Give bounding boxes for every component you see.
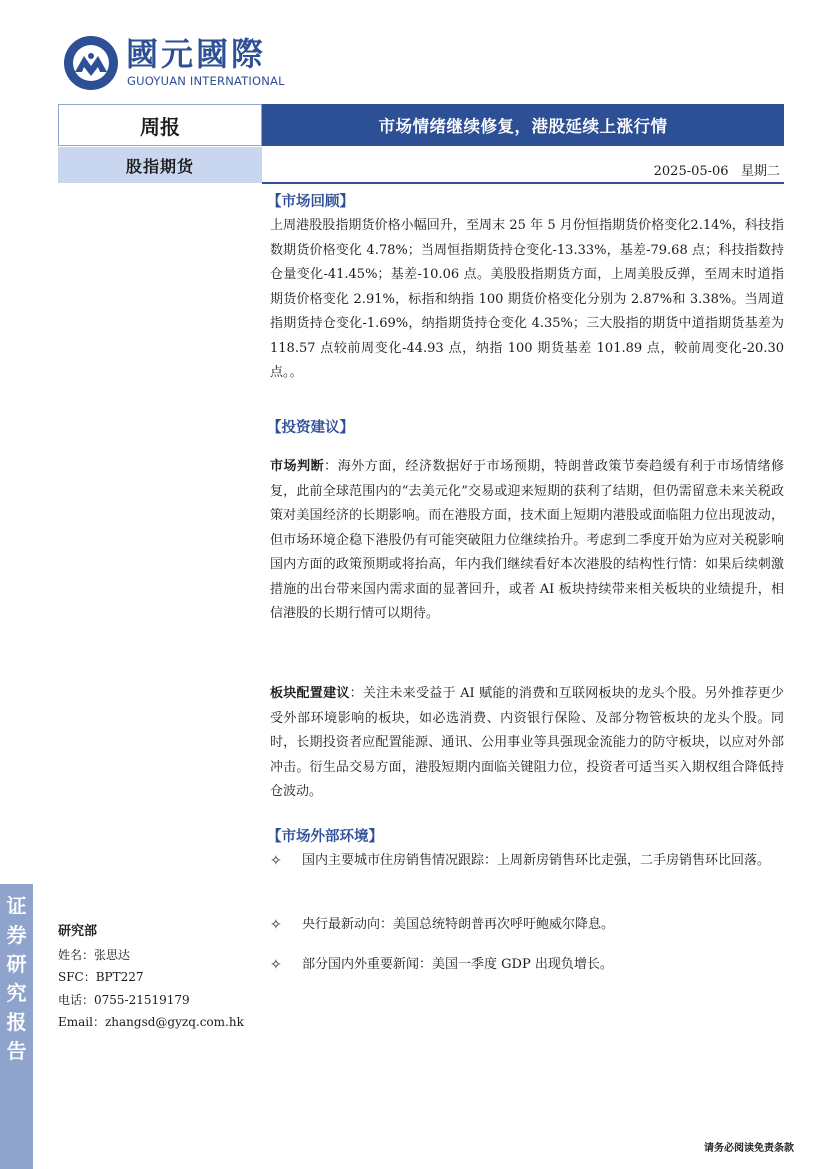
diamond-bullet-icon: ✧ (270, 917, 282, 933)
analyst-info (58, 921, 258, 1034)
weekday-value: 星期二 (740, 164, 780, 179)
market-judgement-paragraph (270, 455, 784, 627)
diamond-bullet-icon: ✧ (270, 853, 282, 869)
sector-allocation-text: ：关注未来受益于 AI 赋能的消费和互联网板块的龙头个股。另外推荐更少受外部环境影响的板块，如必选消费、内资银行保险、及部分物管板块的龙头个股。同时，长期投资者应配置能源、通讯、公用事业等具强现金流能力的防守板块，以应对外部冲击。衍生品交易方面，港股短期内面临关键阻力位，投资者可适当买入期权组合降低持仓波动。 (270, 686, 784, 799)
section-heading-investment-advice: 【投资建议】 (267, 420, 354, 436)
side-char: 研 (6, 952, 27, 976)
logo-chinese-name: 國元國際 (126, 35, 267, 73)
guoyuan-logo-icon (62, 34, 120, 92)
list-item (270, 913, 784, 938)
report-type: 周报 (58, 104, 262, 146)
side-char: 报 (6, 1010, 27, 1034)
side-char: 券 (6, 923, 27, 947)
market-review-text: 上周港股股指期货价格小幅回升，至周末 25 年 5 月份恒指期货价格变化2.14%，科技指数期货价格变化 4.78%；当周恒指期货持仓变化-13.33%，基差-79.68 点；科技指数持仓量变化-41.45%；基差-10.06 点。美股股指期货方面，上周美股反弹，至周末时道指期货价格变化 2.91%，标指和纳指 100 期货价格变化分别为 2.87%和 3.38%。当周道指期货持仓变化-1.69%，纳指期货持仓变化 4.35%；三大股指的期货中道指期货基差为 118.57 点较前周变化-44.93 点，纳指 100 期货基差 101.89 点，較前周变化-20.30 点。。 (270, 218, 784, 380)
analyst-email: Email：zhangsd@gyzq.com.hk (58, 1015, 244, 1029)
side-char: 究 (6, 981, 27, 1005)
list-item-text: 部分国内外重要新闻：美国一季度 GDP 出现负增长。 (302, 957, 613, 972)
list-item-text: 国内主要城市住房销售情况跟踪：上周新房销售环比走强，二手房销售环比回落。 (302, 853, 771, 868)
footer-disclaimer-link[interactable]: 请务必阅读免责条款 (704, 1143, 794, 1154)
market-judgement-text: ：海外方面，经济数据好于市场预期，特朗普政策节奏趋缓有利于市场情绪修复，此前全球范围内的“去美元化”交易或迎来短期的获利了结期，但仍需留意未来关税政策对美国经济的长期影响。而在港股方面，技术面上短期内港股或面临阻力位出现波动，但市场环境企稳下港股仍有可能突破阻力位继续抬升。考虑到二季度开始为应对关税影响国内方面的政策预期或将抬高，年内我们继续看好本次港股的结构性行情：如果后续刺激措施的出台带来国内需求面的显著回升，或者 AI 板块持续带来相关板块的业绩提升，相信港股的长期行情可以期待。 (270, 459, 784, 621)
sector-allocation-label: 板块配置建议 (270, 686, 350, 701)
analyst-sfc: SFC：BPT227 (58, 970, 144, 984)
section-heading-external-environment: 【市场外部环境】 (267, 829, 383, 845)
side-char: 告 (6, 1039, 27, 1063)
logo-english-name: GUOYUAN INTERNATIONAL (127, 74, 285, 88)
analyst-name: 姓名：张思达 (58, 947, 131, 962)
header-divider (262, 182, 784, 184)
report-category: 股指期货 (58, 147, 262, 183)
analyst-phone: 电话：0755-21519179 (58, 992, 190, 1007)
date-value: 2025-05-06 (653, 164, 729, 179)
report-date (600, 160, 780, 179)
list-item (270, 849, 784, 874)
sector-allocation-paragraph (270, 682, 784, 805)
list-item-text: 央行最新动向：美国总统特朗普再次呼吁鲍威尔降息。 (302, 917, 615, 932)
side-banner-text (0, 892, 33, 1066)
report-title: 市场情绪继续修复，港股延续上涨行情 (262, 104, 784, 146)
market-judgement-label: 市场判断 (270, 459, 325, 474)
section-heading-market-review: 【市场回顾】 (267, 194, 354, 210)
diamond-bullet-icon: ✧ (270, 957, 282, 973)
list-item (270, 953, 784, 978)
side-char: 证 (6, 894, 27, 918)
analyst-department: 研究部 (58, 924, 98, 939)
